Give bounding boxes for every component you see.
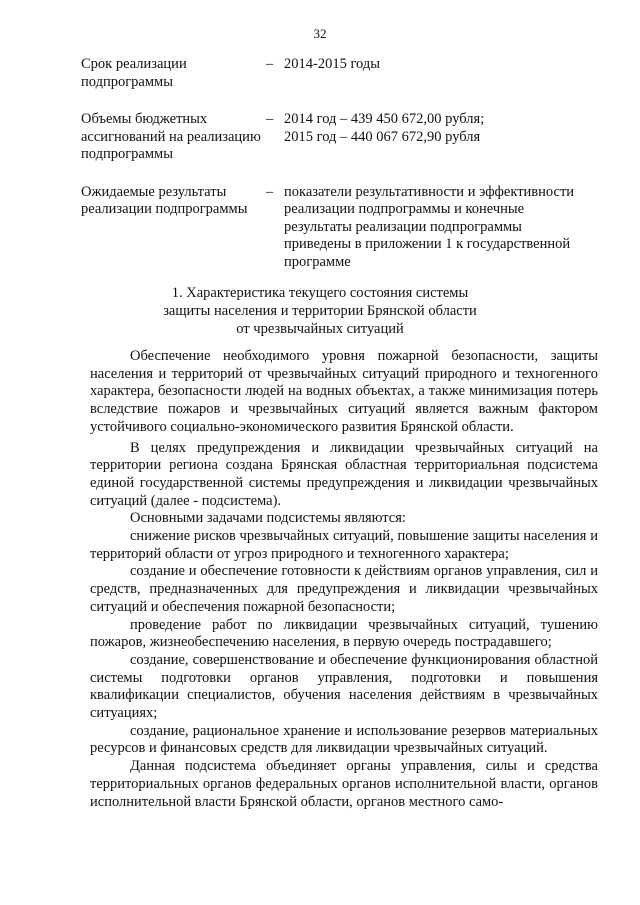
paragraph: Основными задачами подсистемы являются:: [130, 510, 406, 527]
passport-dash: –: [266, 183, 274, 200]
subprogram-passport: [81, 56, 601, 271]
passport-value-line: 2015 год – 440 067 672,90 рубля: [284, 128, 481, 145]
passport-row-results: [81, 184, 601, 272]
paragraph: Данная подсистема объединяет органы управления, силы и средства территориальных органов федеральных органов исполнительной власти, органов исполнительной власти Брянской области, органов местного само-: [90, 758, 598, 810]
passport-value-line: программе: [284, 253, 351, 270]
passport-value-line: показатели результативности и эффективности: [284, 183, 575, 200]
section-heading-line: защиты населения и территории Брянской области: [163, 303, 477, 319]
passport-value: [284, 111, 601, 164]
passport-dash: –: [266, 56, 274, 72]
passport-value: [284, 184, 601, 272]
page-number: 32: [313, 26, 327, 41]
paragraph: снижение рисков чрезвычайных ситуаций, повышение защиты населения и территорий области от угроз природного и техногенного характера;: [90, 528, 598, 562]
passport-value-line: приведены в приложении 1 к государственной: [284, 236, 571, 252]
section-heading-line: 1. Характеристика текущего состояния системы: [171, 285, 469, 301]
paragraph: проведение работ по ликвидации чрезвычайных ситуаций, тушению пожаров, жизнеобеспечению населения, в первую очередь пострадавшего;: [90, 616, 598, 651]
passport-value-line: результаты реализации подпрограммы: [284, 218, 522, 235]
section-heading: [0, 284, 640, 338]
passport-value-line: реализации подпрограммы и конечные: [284, 201, 525, 217]
paragraph: В целях предупреждения и ликвидации чрезвычайных ситуаций на территории региона создана Брянская областная территориальная подсистема единой государственной системы предупреждения и ликвидации чрезвычайных ситуаций (далее - подсистема).: [90, 439, 598, 509]
passport-value-line: 2014 год – 439 450 672,00 рубля;: [284, 111, 485, 127]
passport-value: [284, 56, 601, 91]
paragraph: Обеспечение необходимого уровня пожарной безопасности, защиты населения и территорий от чрезвычайных ситуаций природного и техногенного характера, безопасности людей на водных объектах, а также минимизация потерь вследствие пожаров и чрезвычайных ситуаций является важным фактором устойчивого социально-экономического развития Брянской области.: [90, 348, 598, 435]
section-body: [90, 348, 598, 811]
passport-row-budget: [81, 111, 601, 164]
passport-value-line: 2014-2015 годы: [284, 56, 380, 72]
section-heading-line: от чрезвычайных ситуаций: [236, 321, 404, 337]
passport-label: Срок реализации подпрограммы: [81, 56, 187, 90]
passport-label: Объемы бюджетных ассигнований на реализацию подпрограммы: [81, 111, 261, 162]
passport-dash: –: [266, 111, 274, 127]
passport-row-period: [81, 56, 601, 91]
paragraph: создание и обеспечение готовности к действиям органов управления, сил и средств, предназначенных для предупреждения и ликвидации чрезвычайных ситуаций и обеспечения пожарной безопасности;: [90, 563, 598, 615]
passport-label: Ожидаемые результаты реализации подпрограммы: [81, 183, 248, 217]
paragraph: создание, рациональное хранение и использование резервов материальных ресурсов и финансовых средств для ликвидации чрезвычайных ситуаций.: [90, 722, 598, 757]
paragraph: создание, совершенствование и обеспечение функционирования областной системы подготовки органов управления, подготовки и повышения квалификации специалистов, обучения населения действиям в чрезвычайных ситуациях;: [90, 651, 598, 722]
